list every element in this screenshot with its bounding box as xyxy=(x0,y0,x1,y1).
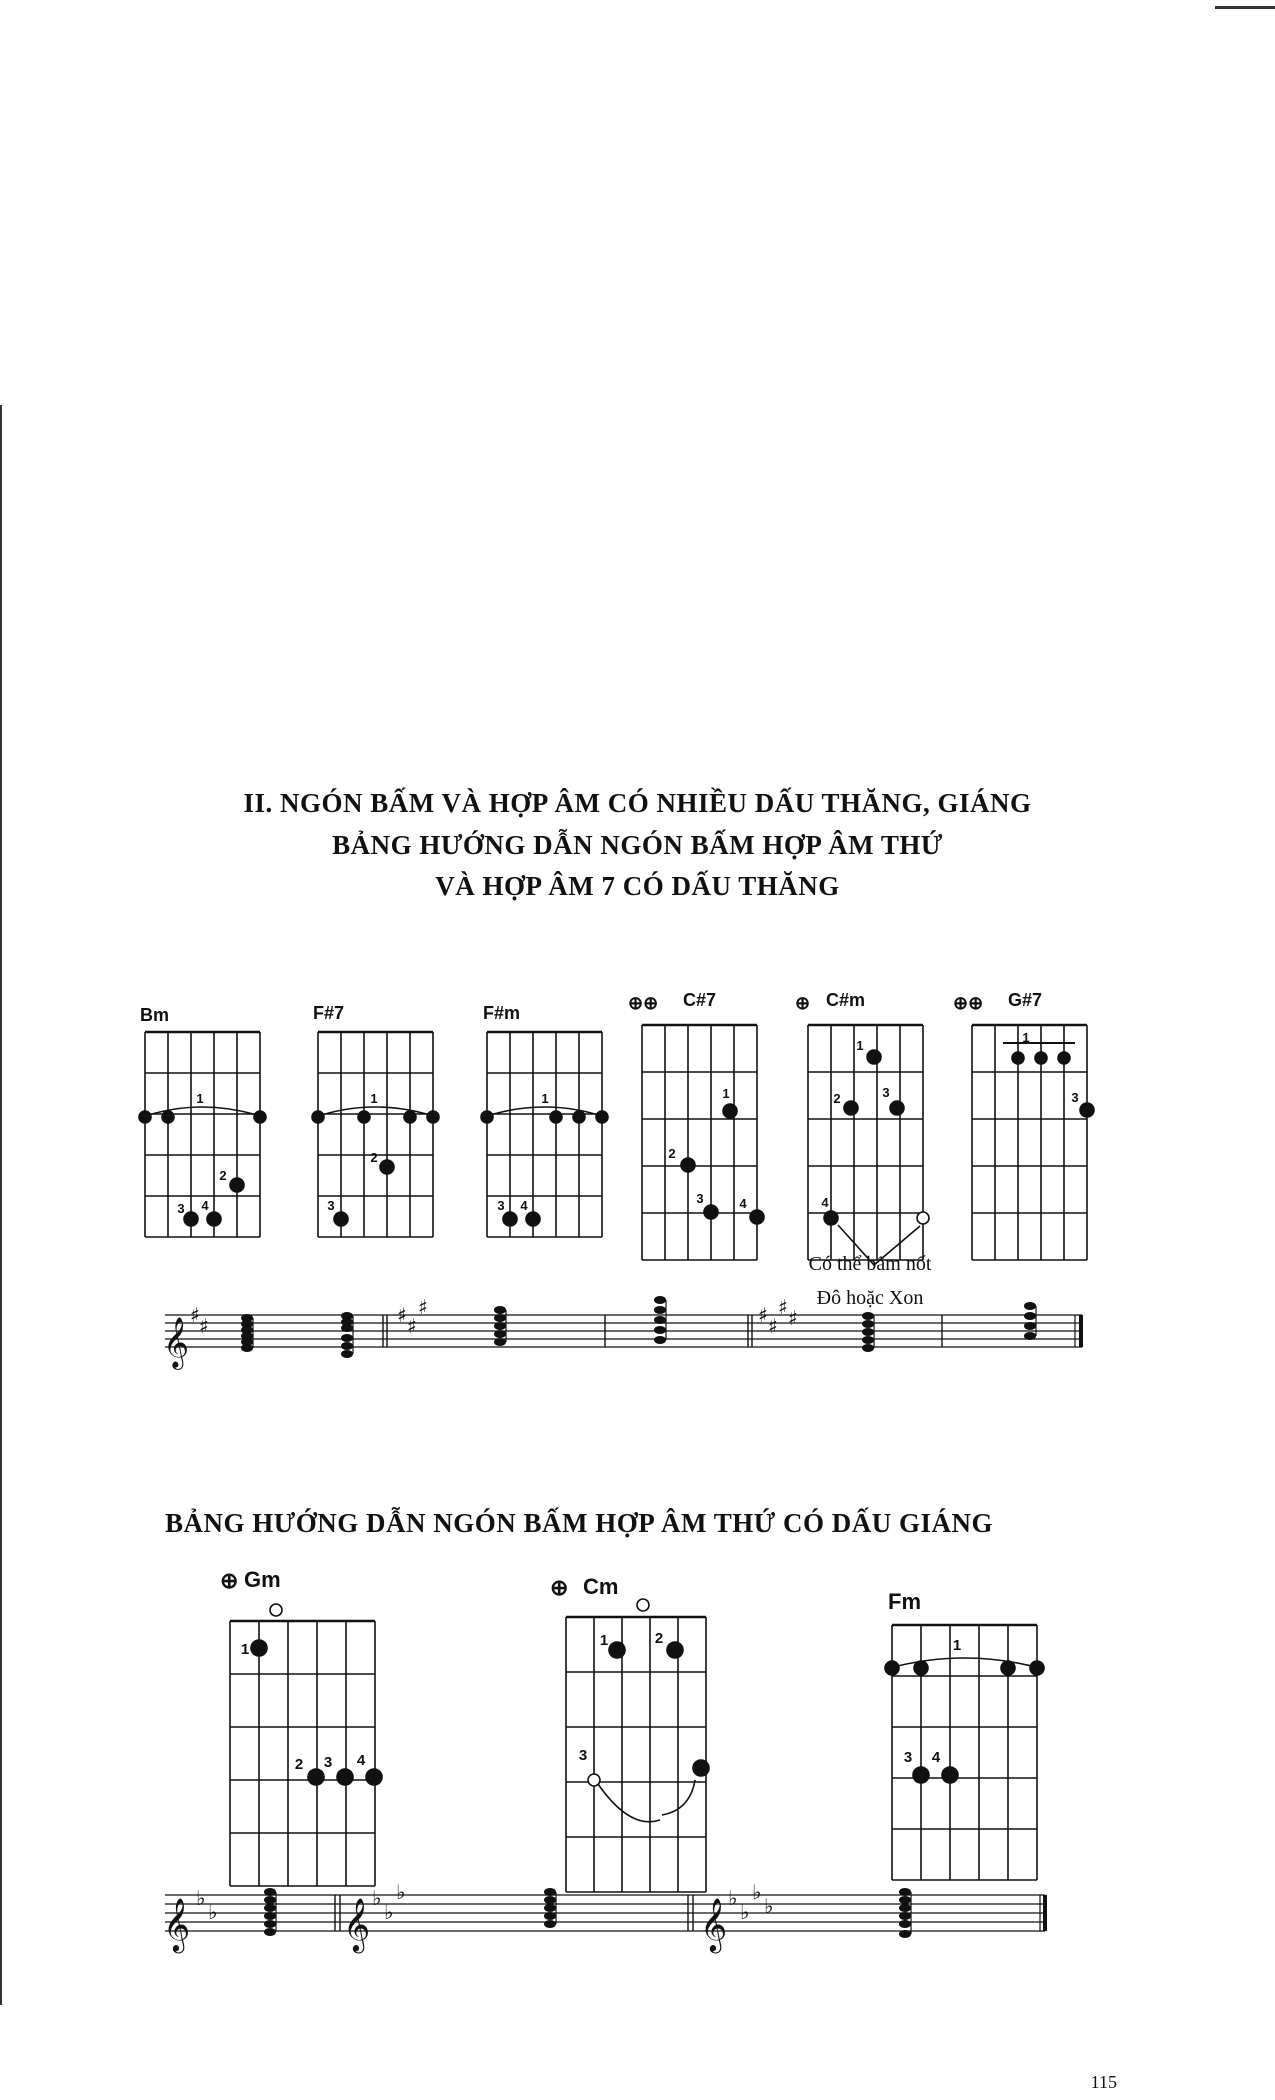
chord-diagram-bm xyxy=(139,1032,266,1237)
chord-name-fsharp7: F#7 xyxy=(313,1003,345,1023)
note-head xyxy=(264,1920,276,1928)
open-dot xyxy=(270,1604,282,1616)
finger-dot xyxy=(885,1661,899,1675)
finger-dot xyxy=(693,1760,709,1776)
finger-dot xyxy=(704,1205,718,1219)
chord-name-bm: Bm xyxy=(140,1005,170,1025)
note-head xyxy=(494,1322,506,1330)
finger-dot xyxy=(942,1767,958,1783)
finger-number: 1 xyxy=(722,1086,730,1101)
chord-diagram-cm xyxy=(566,1599,709,1892)
finger-dot xyxy=(404,1111,416,1123)
finger-number: 1 xyxy=(1022,1030,1030,1045)
note-head xyxy=(862,1344,874,1352)
note-head xyxy=(264,1904,276,1912)
finger-dot xyxy=(844,1101,858,1115)
note-head xyxy=(654,1336,666,1344)
chord-name-csharpm: C#m xyxy=(826,990,866,1010)
finger-dot xyxy=(681,1158,695,1172)
finger-dot xyxy=(1001,1661,1015,1675)
flat-icon: ♭ xyxy=(752,1880,762,1904)
alt-note-line-2: Đô hoặc Xon xyxy=(816,1287,924,1309)
finger-dot xyxy=(1035,1052,1047,1064)
finger-number: 1 xyxy=(952,1637,962,1654)
chord-diagrams xyxy=(139,1025,1094,1892)
treble-clef-icon: 𝄞 xyxy=(343,1897,371,1951)
sharp-icon: ♯ xyxy=(190,1303,200,1327)
finger-dot xyxy=(1080,1103,1094,1117)
chord-symbol-gm: ⊕ xyxy=(220,1568,239,1593)
finger-dot xyxy=(337,1769,353,1785)
finger-dot xyxy=(207,1212,221,1226)
finger-dot xyxy=(609,1642,625,1658)
sharp-icon: ♯ xyxy=(788,1306,798,1330)
staff-flat-chords xyxy=(163,1880,1045,1953)
note-head xyxy=(544,1912,556,1920)
finger-number: 2 xyxy=(833,1091,841,1106)
finger-number: 3 xyxy=(327,1198,335,1213)
note-head xyxy=(341,1350,353,1358)
chord-diagram-csharp7 xyxy=(642,1025,764,1260)
arrow-line xyxy=(838,1225,920,1265)
finger-number: 2 xyxy=(668,1146,676,1161)
sharp-icon: ♯ xyxy=(418,1295,428,1319)
sharp-icon: ♯ xyxy=(778,1295,788,1319)
heading-line-1: II. NGÓN BẤM VÀ HỢP ÂM CÓ NHIỀU DẤU THĂNG, GIÁNG xyxy=(243,788,1032,818)
finger-number: 1 xyxy=(541,1091,549,1106)
note-head xyxy=(654,1326,666,1334)
chord-name-csharp7: C#7 xyxy=(683,990,717,1010)
note-head xyxy=(544,1896,556,1904)
finger-dot xyxy=(750,1210,764,1224)
finger-number: 4 xyxy=(739,1196,747,1211)
flat-section-heading: BẢNG HƯỚNG DẪN NGÓN BẤM HỢP ÂM THỨ CÓ DẤU GIÁNG xyxy=(165,1508,993,1538)
finger-number: 2 xyxy=(294,1756,304,1773)
chord-symbol-csharpm: ⊕ xyxy=(795,993,811,1013)
finger-number: 1 xyxy=(370,1091,378,1106)
finger-dot xyxy=(596,1111,608,1123)
chord-name-fm: Fm xyxy=(888,1589,921,1614)
chord-symbol-csharp7: ⊕⊕ xyxy=(628,993,659,1013)
note-head xyxy=(899,1912,911,1920)
sharp-icon: ♯ xyxy=(768,1314,778,1338)
treble-clef-icon: 𝄞 xyxy=(163,1897,191,1951)
note-head xyxy=(341,1334,353,1342)
finger-dot xyxy=(334,1212,348,1226)
finger-dot xyxy=(550,1111,562,1123)
note-head xyxy=(1024,1322,1036,1330)
finger-number: 1 xyxy=(856,1038,864,1053)
note-head xyxy=(264,1896,276,1904)
note-head xyxy=(341,1324,353,1332)
chord-name-cm: Cm xyxy=(583,1574,619,1599)
finger-dot xyxy=(723,1104,737,1118)
heading-line-3: VÀ HỢP ÂM 7 CÓ DẤU THĂNG xyxy=(435,871,840,901)
note-head xyxy=(494,1306,506,1314)
flat-icon: ♭ xyxy=(196,1886,206,1910)
sharp-icon: ♯ xyxy=(199,1314,209,1338)
chord-symbol-gsharp7: ⊕⊕ xyxy=(953,993,984,1013)
finger-dot xyxy=(230,1178,244,1192)
finger-dot xyxy=(380,1160,394,1174)
finger-dot xyxy=(890,1101,904,1115)
note-head xyxy=(654,1296,666,1304)
finger-number: 4 xyxy=(821,1195,829,1210)
treble-clef-icon: 𝄞 xyxy=(163,1317,190,1368)
finger-dot xyxy=(1058,1052,1070,1064)
alt-note-line-1: Có thể bấm nốt xyxy=(808,1253,932,1275)
finger-number: 3 xyxy=(1071,1090,1079,1105)
chord-name-gm: Gm xyxy=(244,1567,281,1592)
chord-diagram-fsharp7 xyxy=(312,1032,439,1237)
finger-number: 3 xyxy=(323,1754,333,1771)
sharp-icon: ♯ xyxy=(407,1314,417,1338)
chord-diagram-gsharp7 xyxy=(972,1025,1094,1260)
open-dot xyxy=(637,1599,649,1611)
note-head xyxy=(264,1888,276,1896)
flat-icon: ♭ xyxy=(372,1886,382,1910)
chord-diagram-fm xyxy=(885,1625,1044,1880)
finger-dot xyxy=(481,1111,493,1123)
note-head xyxy=(1024,1302,1036,1310)
note-head xyxy=(1024,1332,1036,1340)
note-head xyxy=(862,1328,874,1336)
note-head xyxy=(899,1888,911,1896)
note-head xyxy=(494,1338,506,1346)
finger-dot xyxy=(573,1111,585,1123)
finger-dot xyxy=(162,1111,174,1123)
finger-dot xyxy=(251,1640,267,1656)
note-head xyxy=(544,1904,556,1912)
finger-dot xyxy=(184,1212,198,1226)
chord-name-gsharp7: G#7 xyxy=(1008,990,1043,1010)
finger-number: 3 xyxy=(903,1749,913,1766)
chord-name-fsharpm: F#m xyxy=(483,1003,521,1023)
finger-number: 3 xyxy=(696,1191,704,1206)
note-head xyxy=(862,1312,874,1320)
flat-icon: ♭ xyxy=(396,1880,406,1904)
finger-dot xyxy=(427,1111,439,1123)
finger-number: 2 xyxy=(370,1150,378,1165)
finger-dot xyxy=(312,1111,324,1123)
barre-arc xyxy=(139,1107,266,1118)
finger-number: 2 xyxy=(654,1630,664,1647)
note-head xyxy=(1024,1312,1036,1320)
finger-dot xyxy=(913,1767,929,1783)
note-head xyxy=(241,1344,253,1352)
finger-dot xyxy=(526,1212,540,1226)
note-head xyxy=(862,1336,874,1344)
finger-dot xyxy=(867,1050,881,1064)
finger-dot xyxy=(139,1111,151,1123)
finger-number: 1 xyxy=(196,1091,204,1106)
note-head xyxy=(544,1888,556,1896)
flat-icon: ♭ xyxy=(740,1900,750,1924)
finger-dot xyxy=(1012,1052,1024,1064)
finger-number: 4 xyxy=(356,1752,366,1769)
finger-number: 1 xyxy=(599,1632,609,1649)
chord-diagram-csharpm xyxy=(808,1025,929,1265)
note-head xyxy=(654,1316,666,1324)
note-head xyxy=(899,1930,911,1938)
note-head xyxy=(899,1920,911,1928)
finger-number: 4 xyxy=(201,1198,209,1213)
finger-number: 3 xyxy=(177,1201,185,1216)
barre-arc xyxy=(886,1658,1043,1669)
note-head xyxy=(494,1330,506,1338)
barre-arc xyxy=(312,1107,439,1118)
finger-number: 3 xyxy=(497,1198,505,1213)
open-dot xyxy=(917,1212,929,1224)
finger-dot xyxy=(308,1769,324,1785)
sharp-icon: ♯ xyxy=(758,1303,768,1327)
treble-clef-icon: 𝄞 xyxy=(700,1897,728,1951)
chord-diagram-gm xyxy=(230,1604,382,1886)
finger-dot xyxy=(914,1661,928,1675)
note-head xyxy=(341,1342,353,1350)
finger-number: 3 xyxy=(578,1747,588,1764)
note-head xyxy=(899,1896,911,1904)
note-head xyxy=(862,1320,874,1328)
chord-symbol-cm: ⊕ xyxy=(550,1575,569,1600)
flat-icon: ♭ xyxy=(764,1894,774,1918)
finger-dot xyxy=(1030,1661,1044,1675)
page-number: 115 xyxy=(1090,2072,1117,2092)
barre-arc xyxy=(481,1107,608,1118)
finger-dot xyxy=(503,1212,517,1226)
staff-sharp-chords xyxy=(163,1295,1082,1370)
note-head xyxy=(264,1928,276,1936)
sharp-icon: ♯ xyxy=(397,1303,407,1327)
finger-dot xyxy=(667,1642,683,1658)
finger-dot xyxy=(254,1111,266,1123)
finger-dot xyxy=(366,1769,382,1785)
note-head xyxy=(544,1920,556,1928)
note-head xyxy=(264,1912,276,1920)
finger-number: 3 xyxy=(882,1085,890,1100)
finger-number: 1 xyxy=(240,1641,250,1658)
note-head xyxy=(494,1314,506,1322)
flat-icon: ♭ xyxy=(728,1886,738,1910)
finger-number: 2 xyxy=(219,1168,227,1183)
finger-number: 4 xyxy=(931,1749,941,1766)
finger-dot xyxy=(358,1111,370,1123)
heading-line-2: BẢNG HƯỚNG DẪN NGÓN BẤM HỢP ÂM THỨ xyxy=(332,830,943,860)
finger-number: 4 xyxy=(520,1198,528,1213)
chord-diagram-fsharpm xyxy=(481,1032,608,1237)
note-head xyxy=(654,1306,666,1314)
flat-icon: ♭ xyxy=(384,1900,394,1924)
note-head xyxy=(899,1904,911,1912)
finger-dot xyxy=(824,1211,838,1225)
flat-icon: ♭ xyxy=(208,1900,218,1924)
